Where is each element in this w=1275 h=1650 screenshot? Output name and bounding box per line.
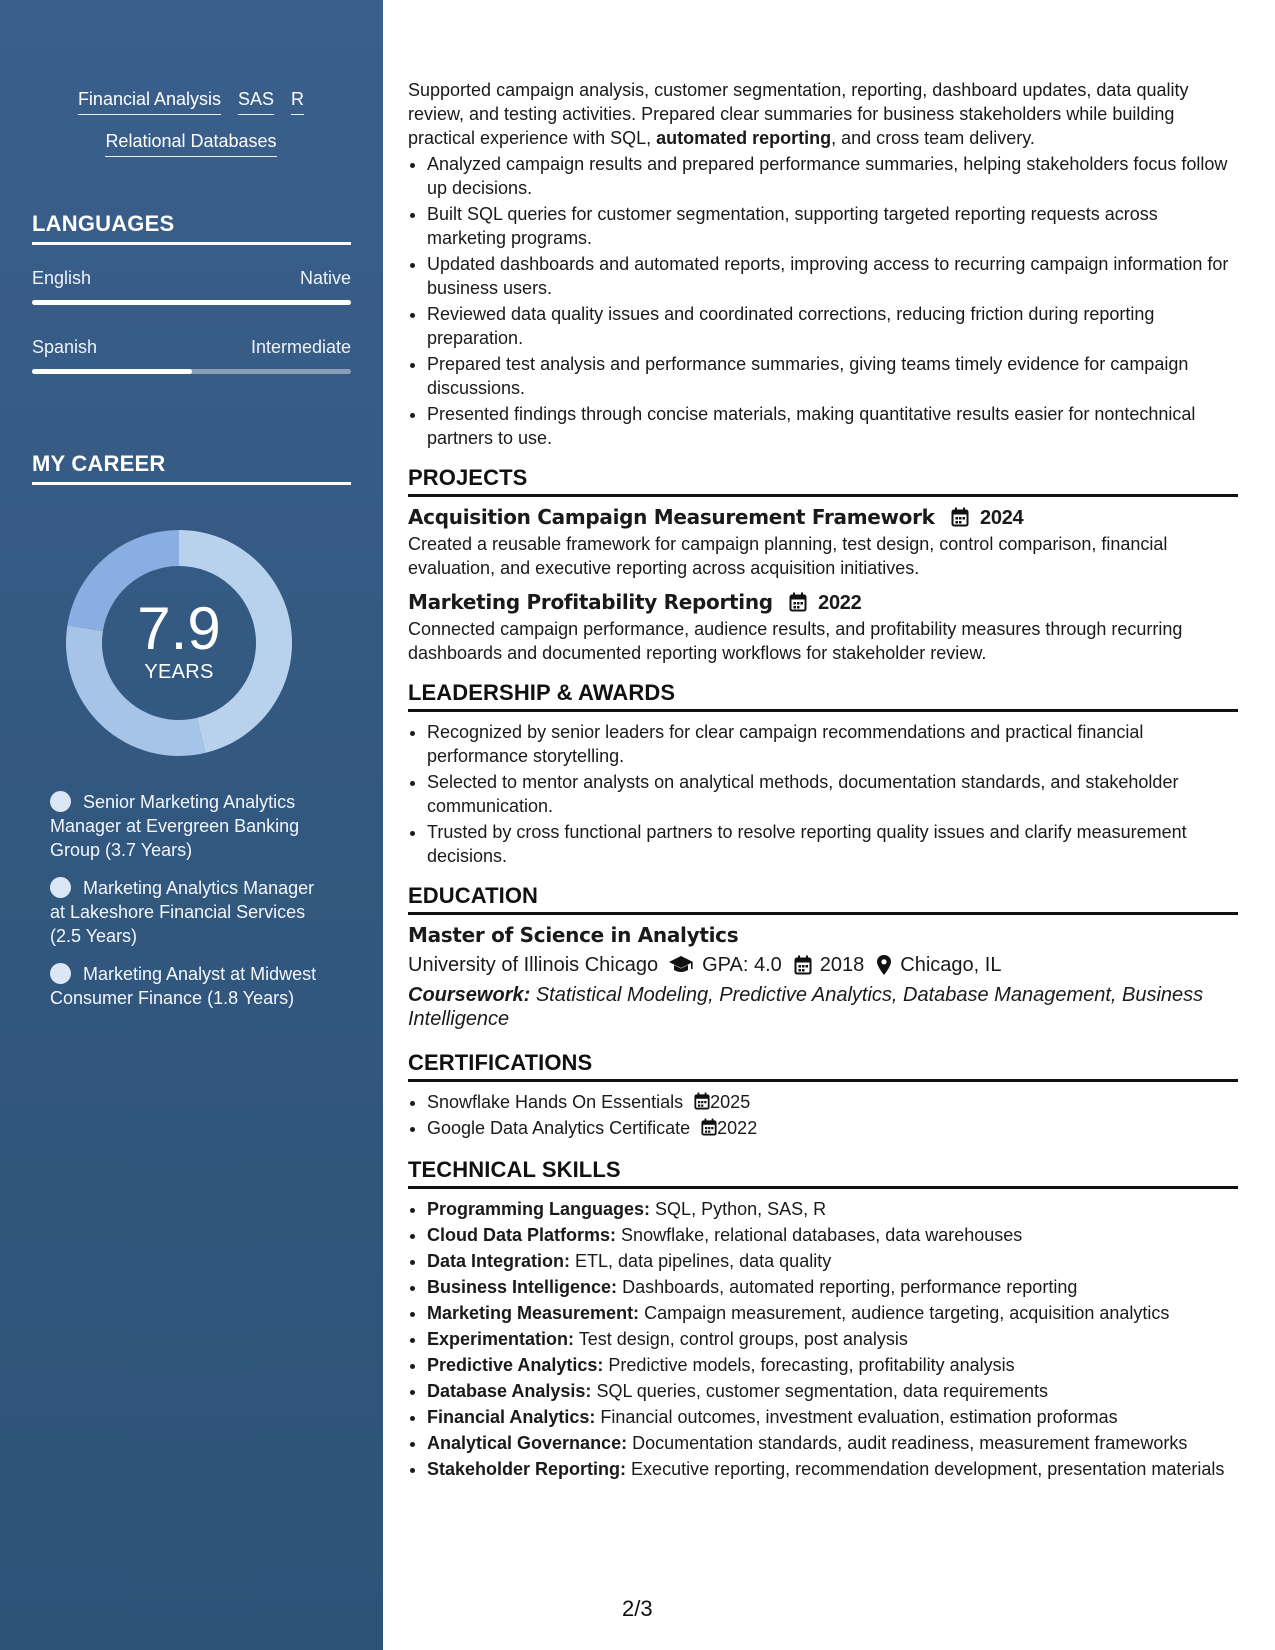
experience-bullet: • Analyzed campaign results and prepared performance summaries, helping stakeholders focus follow up decisions. (427, 152, 1238, 200)
calendar-icon (701, 1118, 717, 1136)
experience-bullet: • Prepared test analysis and performance summaries, giving teams timely evidence for campaign discussions. (427, 352, 1238, 400)
project-title: Acquisition Campaign Measurement Framework (408, 505, 935, 529)
certification-item (427, 1090, 1238, 1114)
skill-value: Test design, control groups, post analysis (578, 1329, 908, 1349)
career-item (50, 876, 330, 948)
language-row-english (32, 268, 351, 289)
skill-value: Dashboards, automated reporting, performance reporting (622, 1277, 1078, 1297)
technical-skill-item (427, 1197, 1238, 1221)
language-name: Spanish (32, 337, 98, 357)
summary-text: Supported campaign analysis, customer segmentation, reporting, dashboard updates, data quality review, and testing activities. Prepared clear summaries for business stakeholders while building practical experience with SQL, (408, 80, 1189, 148)
career-years-label: YEARS (144, 660, 214, 683)
experience-bullets (408, 152, 1238, 450)
sidebar (0, 0, 383, 1650)
career-dot (50, 877, 71, 898)
project-description: Connected campaign performance, audience results, and profitability measures through recurring dashboards and documented reporting workflows for stakeholder review. (408, 619, 1183, 663)
experience-bullet: • Presented findings through concise materials, making quantitative results easier for nontechnical partners to use. (427, 402, 1238, 450)
technical-skills-heading: TECHNICAL SKILLS (408, 1158, 1238, 1189)
coursework-text: Statistical Modeling, Predictive Analytics, Database Management, Business Intelligence (408, 984, 1204, 1030)
location-pin-icon (876, 954, 892, 976)
languages-heading: LANGUAGES (32, 211, 351, 245)
calendar-icon (694, 1092, 710, 1110)
technical-skill-item (427, 1249, 1238, 1273)
skill-label: Programming Languages: (427, 1199, 651, 1219)
language-level: Intermediate (250, 337, 351, 357)
skill-value: ETL, data pipelines, data quality (575, 1251, 832, 1271)
calendar-icon (794, 955, 812, 975)
education-year: 2018 (819, 954, 865, 976)
education-school: University of Illinois Chicago (408, 954, 659, 976)
project-description: Created a reusable framework for campaign planning, test design, control comparison, financial evaluation, and executive reporting across acquisition initiatives. (408, 534, 1168, 578)
main-content (408, 78, 1238, 1483)
language-bar-english (32, 300, 351, 305)
career-item-text: Marketing Analytics Manager at Lakeshore Financial Services (2.5 Years) (50, 878, 315, 946)
skill-value: Executive reporting, recommendation development, presentation materials (631, 1459, 1225, 1479)
leadership-bullet: • Selected to mentor analysts on analytical methods, documentation standards, and stakeholder communication. (427, 770, 1238, 818)
career-item (50, 962, 330, 1010)
education-degree: Master of Science in Analytics (408, 923, 739, 947)
project-title: Marketing Profitability Reporting (408, 590, 773, 614)
education-heading: EDUCATION (408, 884, 1238, 915)
project-year: 2024 (980, 507, 1024, 529)
education-gpa: GPA: 4.0 (702, 954, 782, 976)
skill-label: Stakeholder Reporting: (427, 1459, 627, 1479)
skill-value: SQL queries, customer segmentation, data requirements (596, 1381, 1049, 1401)
skill-label: Business Intelligence: (427, 1277, 618, 1297)
skill-value: Campaign measurement, audience targeting, acquisition analytics (644, 1303, 1170, 1323)
education-coursework (408, 983, 1238, 1031)
technical-skill-item (427, 1353, 1238, 1377)
career-item-text: Marketing Analyst at Midwest Consumer Finance (1.8 Years) (50, 964, 317, 1008)
skill-label: Database Analysis: (427, 1381, 592, 1401)
skill-tag: SAS (238, 86, 274, 115)
career-item (50, 790, 330, 862)
language-level: Native (299, 268, 351, 288)
skill-label: Data Integration: (427, 1251, 571, 1271)
leadership-bullet: • Recognized by senior leaders for clear campaign recommendations and practical financial performance storytelling. (427, 720, 1238, 768)
skill-value: Snowflake, relational databases, data warehouses (621, 1225, 1023, 1245)
language-name: English (32, 268, 92, 288)
experience-bullet: • Updated dashboards and automated reports, improving access to recurring campaign information for business users. (427, 252, 1238, 300)
skill-value: Documentation standards, audit readiness, measurement frameworks (632, 1433, 1188, 1453)
technical-skill-item (427, 1405, 1238, 1429)
skill-tag: Relational Databases (105, 128, 276, 157)
graduation-cap-icon (668, 955, 694, 975)
summary-bold-text: automated reporting (656, 128, 832, 148)
education-location: Chicago, IL (900, 954, 1002, 976)
skill-label: Financial Analytics: (427, 1407, 596, 1427)
technical-skill-item (427, 1223, 1238, 1247)
certification-name: Snowflake Hands On Essentials (427, 1092, 684, 1112)
technical-skill-item (427, 1431, 1238, 1455)
project-year: 2022 (818, 592, 862, 614)
language-row-spanish (32, 337, 351, 358)
summary-text-end: , and cross team delivery. (831, 128, 1035, 148)
skill-tag: Financial Analysis (78, 86, 221, 115)
career-donut-chart (66, 530, 292, 756)
skill-value: Predictive models, forecasting, profitability analysis (608, 1355, 1015, 1375)
certification-year: 2025 (710, 1092, 751, 1112)
career-item-text: Senior Marketing Analytics Manager at Evergreen Banking Group (3.7 Years) (50, 792, 300, 860)
leadership-bullets (408, 720, 1238, 868)
skill-label: Predictive Analytics: (427, 1355, 604, 1375)
certifications-heading: CERTIFICATIONS (408, 1051, 1238, 1082)
career-heading: MY CAREER (32, 451, 351, 485)
skill-value: Financial outcomes, investment evaluation, estimation proformas (600, 1407, 1118, 1427)
skill-label: Marketing Measurement: (427, 1303, 640, 1323)
language-bar-fill (32, 300, 351, 305)
education-details (408, 953, 1238, 977)
project-title-row (408, 505, 1238, 530)
technical-skills-list (408, 1197, 1238, 1481)
coursework-label: Coursework: (408, 984, 531, 1006)
career-dot (50, 791, 71, 812)
certification-name: Google Data Analytics Certificate (427, 1118, 691, 1138)
technical-skill-item (427, 1379, 1238, 1403)
certification-item (427, 1116, 1238, 1140)
page-number: 2/3 (622, 1596, 653, 1621)
skill-label: Experimentation: (427, 1329, 575, 1349)
experience-summary (408, 78, 1238, 150)
leadership-heading: LEADERSHIP & AWARDS (408, 681, 1238, 712)
technical-skill-item (427, 1301, 1238, 1325)
career-list (50, 790, 330, 1024)
technical-skill-item (427, 1457, 1238, 1481)
skill-value: SQL, Python, SAS, R (655, 1199, 827, 1219)
experience-bullet: • Built SQL queries for customer segmentation, supporting targeted reporting requests across marketing programs. (427, 202, 1238, 250)
donut-center (66, 530, 292, 756)
projects-heading: PROJECTS (408, 466, 1238, 497)
technical-skill-item (427, 1327, 1238, 1351)
certifications-list (408, 1090, 1238, 1140)
language-bar-fill (32, 369, 192, 374)
project-title-row (408, 590, 1238, 615)
career-dot (50, 963, 71, 984)
language-bar-spanish (32, 369, 351, 374)
calendar-icon (951, 507, 969, 527)
technical-skill-item (427, 1275, 1238, 1299)
calendar-icon (789, 592, 807, 612)
skill-tag: R (291, 86, 304, 115)
leadership-bullet: • Trusted by cross functional partners to resolve reporting quality issues and clarify measurement decisions. (427, 820, 1238, 868)
skill-tags (32, 86, 350, 157)
experience-bullet: • Reviewed data quality issues and coordinated corrections, reducing friction during reporting preparation. (427, 302, 1238, 350)
certification-year: 2022 (717, 1118, 758, 1138)
career-total-years: 7.9 (137, 594, 221, 662)
skill-label: Cloud Data Platforms: (427, 1225, 617, 1245)
skill-label: Analytical Governance: (427, 1433, 628, 1453)
